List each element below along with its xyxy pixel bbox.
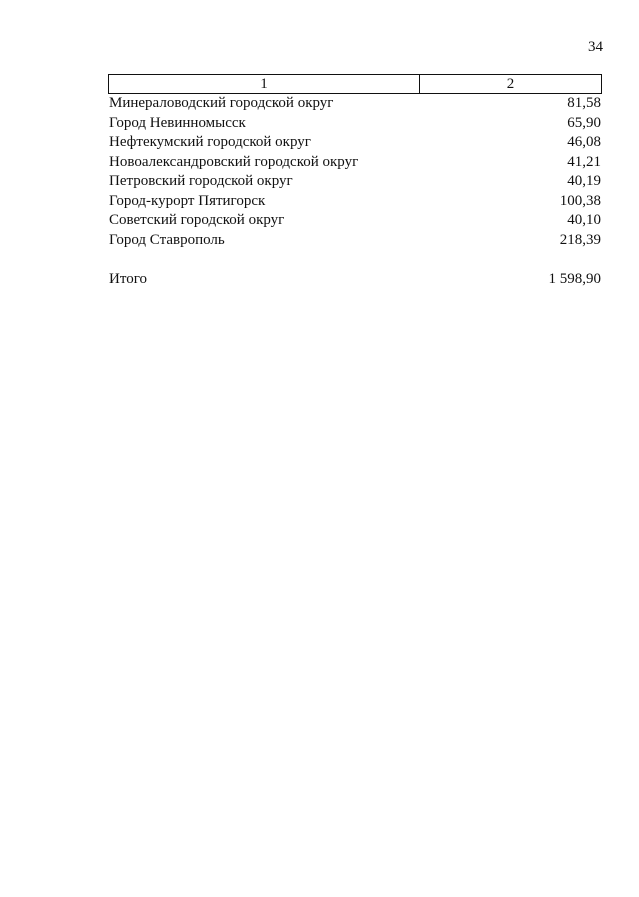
row-value: 218,39 <box>559 231 601 248</box>
table-row <box>109 114 601 134</box>
total-label: Итого <box>109 271 147 287</box>
column-header-2: 2 <box>506 76 515 92</box>
row-value: 40,10 <box>567 212 601 228</box>
row-name: Петровский городской округ <box>109 173 293 189</box>
row-value: 100,38 <box>559 192 601 209</box>
table-header <box>108 74 602 94</box>
table-row <box>109 192 601 212</box>
row-name: Советский городской округ <box>109 212 285 228</box>
page-number: 34 <box>588 39 603 55</box>
total-row <box>109 270 601 290</box>
table-row <box>109 153 601 173</box>
row-name: Город-курорт Пятигорск <box>109 192 266 209</box>
row-name: Город Невинномысск <box>109 114 246 131</box>
table-row <box>109 211 601 231</box>
table-row <box>109 231 601 251</box>
row-name: Нефтекумский городской округ <box>109 134 311 150</box>
row-value: 46,08 <box>567 134 601 150</box>
row-name: Минераловодский городской округ <box>109 95 334 111</box>
row-value: 65,90 <box>567 114 601 131</box>
row-name: Город Ставрополь <box>109 231 225 248</box>
total-value: 1 598,90 <box>548 271 601 287</box>
table-row <box>109 94 601 114</box>
column-header-1: 1 <box>109 75 420 93</box>
row-value: 40,19 <box>567 173 601 189</box>
row-value: 41,21 <box>567 153 601 170</box>
table-row <box>109 172 601 192</box>
row-value: 81,58 <box>567 95 601 111</box>
row-name: Новоалександровский городской округ <box>109 153 359 170</box>
table-body <box>109 94 601 250</box>
table-row <box>109 133 601 153</box>
